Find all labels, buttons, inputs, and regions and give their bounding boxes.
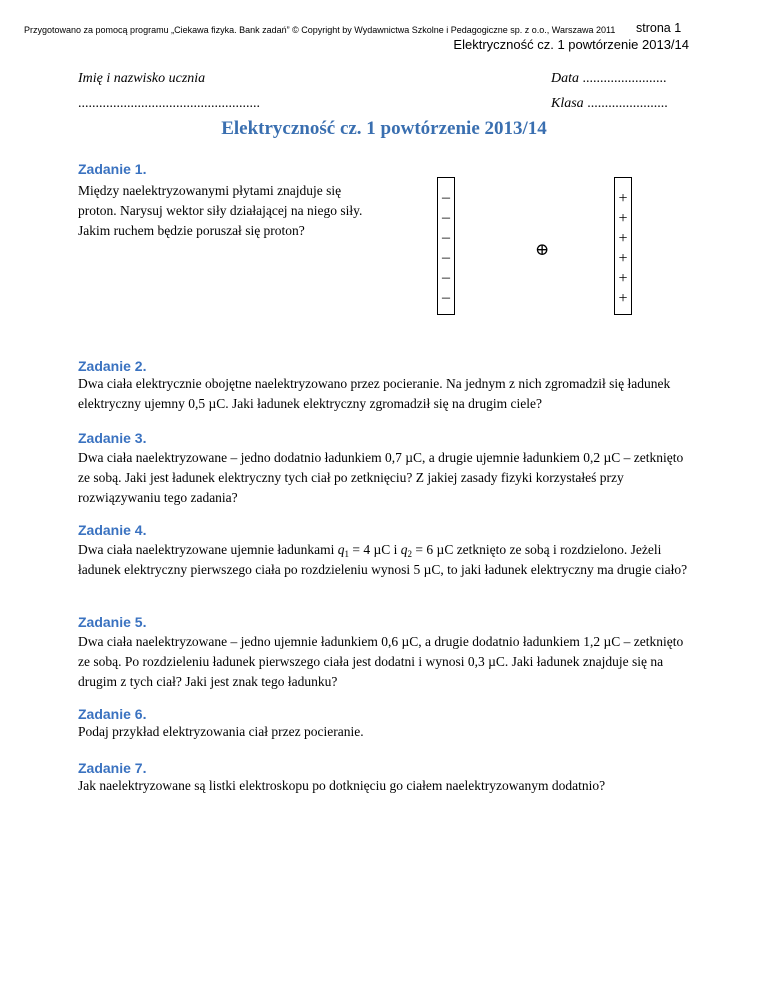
plus-sign: + (618, 190, 628, 207)
student-name-line: .................................................... (78, 96, 260, 111)
task-7-text: Jak naelektryzowane są listki elektroskopu po dotknięciu go ciałem naelektryzowanym dodatnio? (78, 778, 606, 793)
page-title: Elektryczność cz. 1 powtórzenie 2013/14 (221, 118, 547, 139)
task-2-text: Dwa ciała elektrycznie obojętne naelektryzowano przez pocieranie. Na jednym z nich zgromadził się ładunek elektryczny ujemny 0,5 µC. Jaki ładunek elektryczny zgromadził się na drugim ciele? (78, 376, 671, 411)
date-field: Data ........................ (551, 71, 667, 86)
plus-sign: + (618, 250, 628, 267)
task-1-heading: Zadanie 1. (78, 161, 147, 177)
minus-sign: – (442, 269, 450, 286)
proton-icon: ⊕ (535, 240, 550, 259)
header-subtitle: Elektryczność cz. 1 powtórzenie 2013/14 (453, 37, 689, 52)
minus-sign: – (442, 249, 450, 266)
task-4-text: Dwa ciała naelektryzowane ujemnie ładunkami $q_1 = 4$ µC i $q_2 = 6$ µC zetknięto ze sobą i rozdzielono. Jeżeli ładunek elektryczny pierwszego ciała po rozdzieleniu wynosi 5 µC, to jaki ładunek elektryczny ma drugie ciało? (78, 542, 688, 577)
task-5-heading: Zadanie 5. (78, 614, 147, 630)
student-name-label: Imię i nazwisko ucznia (78, 71, 206, 86)
plus-sign: + (618, 230, 628, 247)
minus-sign: – (442, 209, 450, 226)
plus-sign: + (618, 270, 628, 287)
minus-sign: – (442, 289, 450, 306)
minus-sign: – (442, 229, 450, 246)
task-6-text: Podaj przykład elektryzowania ciał przez pocieranie. (78, 724, 364, 739)
minus-sign: – (442, 189, 450, 206)
plus-sign: + (618, 210, 628, 227)
task-3-heading: Zadanie 3. (78, 430, 147, 446)
task-3-text: Dwa ciała naelektryzowane – jedno dodatnio ładunkiem 0,7 µC, a drugie ujemnie ładunkiem 0,2 µC – zetknięto ze sobą. Jaki jest ładunek elektryczny tych ciał po zetknięciu? Z jakiej zasady fizyki korzystałeś przy rozwiązywaniu tego zadania? (78, 450, 684, 505)
task-7-heading: Zadanie 7. (78, 760, 147, 776)
class-field: Klasa ....................... (551, 96, 668, 111)
header-credit: Przygotowano za pomocą programu „Ciekawa fizyka. Bank zadań” © Copyright by Wydawnictwa Szkolne i Pedagogiczne sp. z o.o., Warszawa 2011 (24, 25, 616, 35)
task-5-text: Dwa ciała naelektryzowane – jedno ujemnie ładunkiem 0,6 µC, a drugie dodatnio ładunkiem 1,2 µC – zetknięto ze sobą. Po rozdzieleniu ładunek pierwszego ciała jest dodatni i wynosi 0,3 µC. Jaki ładunek znajduje się na drugim z tych ciał? Jaki jest znak tego ładunku? (78, 634, 684, 689)
positive-plate (614, 177, 632, 315)
task-4-heading: Zadanie 4. (78, 522, 147, 538)
task-1-text: Między naelektryzowanymi płytami znajduje się proton. Narysuj wektor siły działającej na niego siły. Jakim ruchem będzie poruszał się proton? (78, 183, 363, 238)
page-number: strona 1 (636, 21, 682, 35)
negative-plate (437, 177, 455, 315)
plus-sign: + (618, 290, 628, 307)
task-2-heading: Zadanie 2. (78, 358, 147, 374)
task-6-heading: Zadanie 6. (78, 706, 147, 722)
